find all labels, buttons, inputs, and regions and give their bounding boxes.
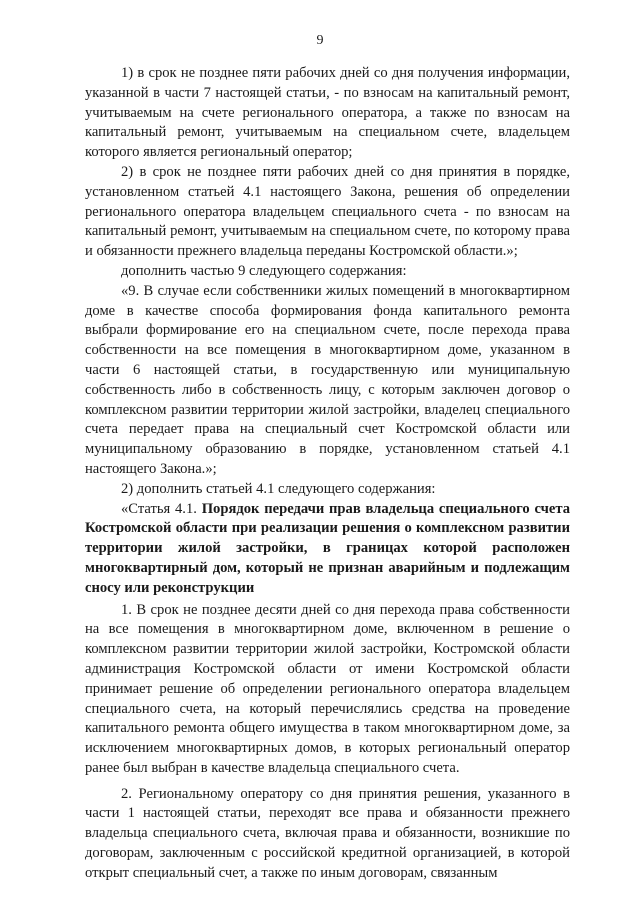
paragraph-item-1: 1) в срок не позднее пяти рабочих дней со дня получения информации, указанной в части 7 настоящей статьи, - по взносам на капитальный ремонт, учитываемым на счете регионального оператора, а также по взносам на капитальный ремонт, учитываемым на специальном счете, владельцем которого является региональный оператор;: [85, 65, 570, 161]
paragraph-add-part-9: дополнить частью 9 следующего содержания:: [121, 262, 407, 279]
paragraph-article-part-1: 1. В срок не позднее десяти дней со дня перехода права собственности на все помещения в многоквартирном доме, включенном в решение о комплексном развитии территории жилой застройки, Костромской области администрация Костромской области от имени Костромской области принимает решение об определении регионального оператора владельцем специального счета, на который перечислялись средства на проведение капитального ремонта общего имущества в таком многоквартирном доме, за исключением многоквартирных домов, в которых региональный оператор ранее был выбран в качестве владельца специального счета.: [85, 601, 570, 776]
article-prefix: «Статья 4.1.: [121, 500, 202, 517]
paragraph-add-article: 2) дополнить статьей 4.1 следующего содержания:: [121, 480, 436, 497]
paragraph-article-part-2: 2. Региональному оператору со дня принятия решения, указанного в части 1 настоящей статьи, переходят все права и обязанности прежнего владельца специального счета, включая права и обязанности, возникшие по договорам, заключенным с российской кредитной организацией, в которой открыт специальный счет, а также по иным договорам, связанным: [85, 785, 570, 881]
article-heading: [85, 500, 570, 599]
article-title: Порядок передачи прав владельца специального счета Костромской области при реализации решения о комплексном развитии территории жилой застройки, в границах которой расположен многоквартирный дом, который не признан аварийным и подлежащим сносу или реконструкции: [85, 500, 570, 596]
paragraph-item-2: 2) в срок не позднее пяти рабочих дней со дня принятия в порядке, установленном статьей 4.1 настоящего Закона, решения об определении регионального оператора владельцем специального счета - по взносам на капитальный ремонт, учитываемым на специальном счете, по которому права и обязанности прежнего владельца переданы Костромской области.»;: [85, 163, 570, 260]
paragraph-part-9: «9. В случае если собственники жилых помещений в многоквартирном доме в качестве способа формирования фонда капитального ремонта выбрали формирование его на специальном счете, после перехода права собственности на все помещения в многоквартирном доме, указанном в части 6 настоящей статьи, в государственную или муниципальную собственность либо в собственность лицу, с которым заключен договор о комплексном развитии территории жилой застройки, владелец специального счета передает права на специальный счет Костромской области или муниципальному образованию в порядке, установленном статьей 4.1 настоящего Закона.»;: [85, 282, 570, 477]
page-number: 9: [316, 33, 324, 48]
document-body: [85, 64, 570, 884]
